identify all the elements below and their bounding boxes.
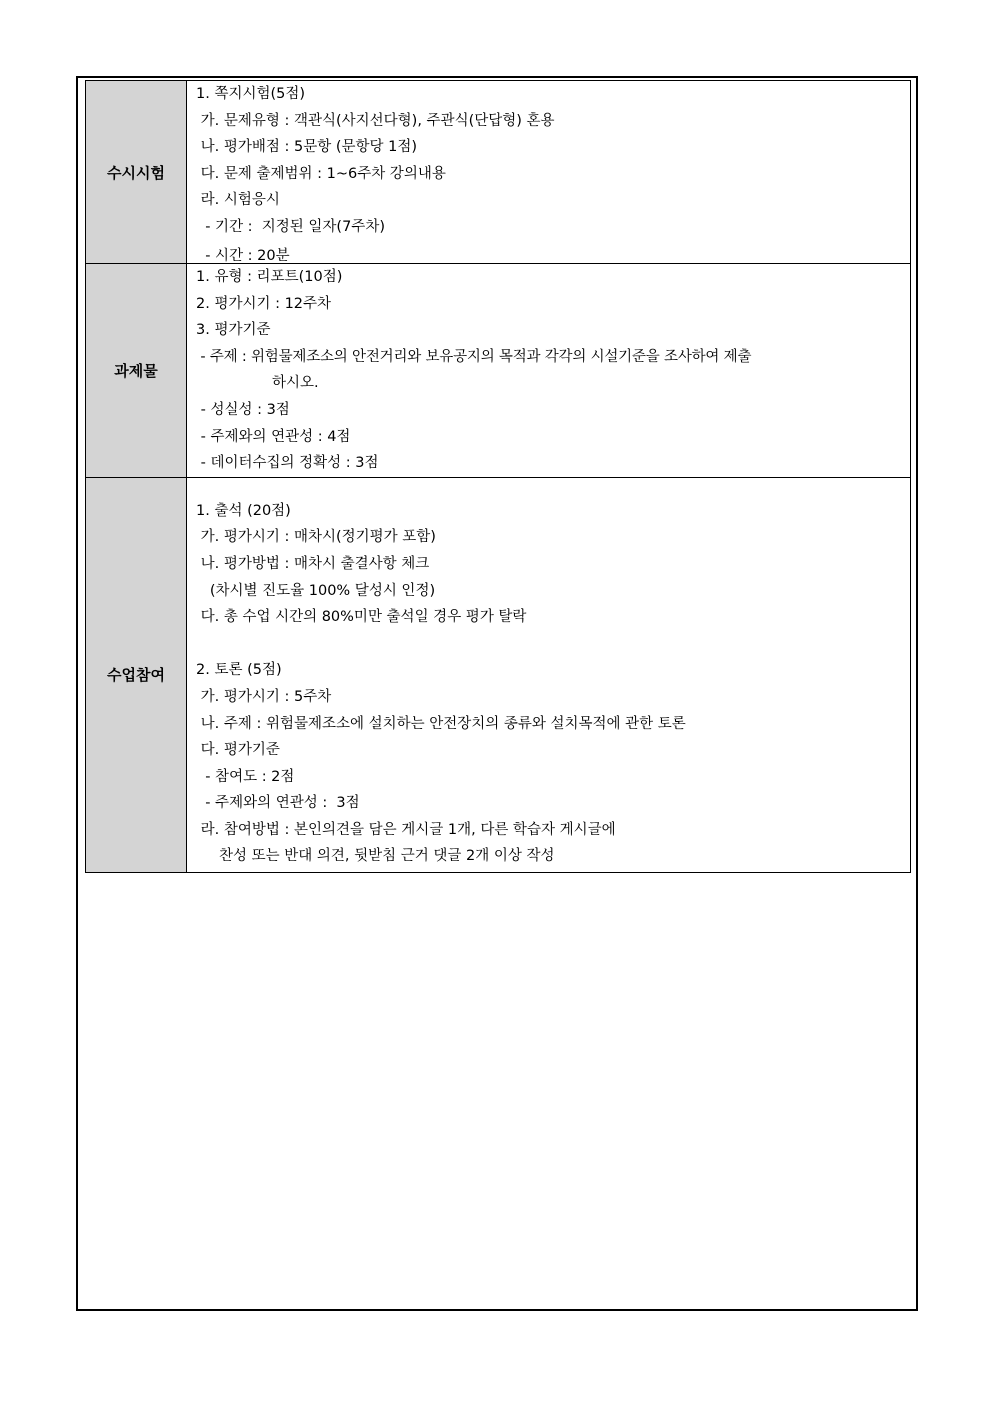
text-line: 1. 쪽지시험(5점) bbox=[196, 86, 306, 102]
text-line bbox=[196, 631, 902, 658]
text-line: 라. 참여방법 : 본인의견을 담은 게시글 1개, 다른 학습자 게시글에 bbox=[196, 821, 616, 838]
text-line: 나. 평가배점 : 5문항 (문항당 1점) bbox=[196, 139, 417, 156]
text-line: - 데이터수집의 정확성 : 3점 bbox=[196, 455, 379, 472]
text-line: (차시별 진도율 100% 달성시 인정) bbox=[196, 582, 436, 599]
text-line: 다. 문제 출제범위 : 1~6주차 강의내용 bbox=[196, 165, 446, 182]
text-line: 나. 평가방법 : 매차시 출결사항 체크 bbox=[196, 555, 430, 572]
text-line: 가. 평가시기 : 매차시(정기평가 포함) bbox=[196, 529, 436, 546]
text-line: - 주제 : 위험물제조소의 안전거리와 보유공지의 목적과 각각의 시설기준을 조사하여 제출 bbox=[196, 348, 752, 365]
text-line: 다. 총 수업 시간의 80%미만 출석일 경우 평가 탈락 bbox=[196, 609, 527, 626]
evaluation-table bbox=[85, 80, 911, 873]
table-row bbox=[86, 477, 911, 872]
text-line: 하시오. bbox=[272, 375, 319, 392]
text-line: 가. 평가시기 : 5주차 bbox=[196, 688, 332, 705]
text-line: 나. 주제 : 위험물제조소에 설치하는 안전장치의 종류와 설치목적에 관한 토론 bbox=[196, 715, 686, 732]
row-content-quiz bbox=[187, 81, 911, 264]
text-line: 찬성 또는 반대 의견, 뒷받침 근거 댓글 2개 이상 작성 bbox=[196, 848, 555, 865]
text-line: - 성실성 : 3점 bbox=[196, 401, 290, 418]
text-line: - 기간 : 지정된 일자(7주차) bbox=[196, 218, 385, 235]
text-line: 가. 문제유형 : 객관식(사지선다형), 주관식(단답형) 혼용 bbox=[196, 112, 555, 129]
table-row bbox=[86, 264, 911, 478]
text-line: 1. 출석 (20점) bbox=[196, 502, 291, 519]
text-line: - 주제와의 연관성 : 3점 bbox=[196, 795, 360, 812]
text-line: - 주제와의 연관성 : 4점 bbox=[196, 428, 351, 445]
table-row bbox=[86, 81, 911, 264]
text-line: 라. 시험응시 bbox=[196, 192, 280, 209]
text-line: 다. 평가기준 bbox=[196, 742, 280, 759]
row-label-quiz: 수시시험 bbox=[86, 81, 187, 264]
text-line: 2. 토론 (5점) bbox=[196, 662, 282, 679]
text-line: - 시간 : 20분 bbox=[196, 247, 290, 264]
text-line: 3. 평가기준 bbox=[196, 322, 271, 339]
text-line: 1. 유형 : 리포트(10점) bbox=[196, 269, 343, 285]
row-content-assignment bbox=[187, 264, 911, 478]
text-line: 2. 평가시기 : 12주차 bbox=[196, 295, 332, 312]
row-content-participation bbox=[187, 477, 911, 872]
text-line: - 참여도 : 2점 bbox=[196, 768, 295, 785]
row-label-assignment: 과제물 bbox=[86, 264, 187, 478]
row-label-participation: 수업참여 bbox=[86, 477, 187, 872]
